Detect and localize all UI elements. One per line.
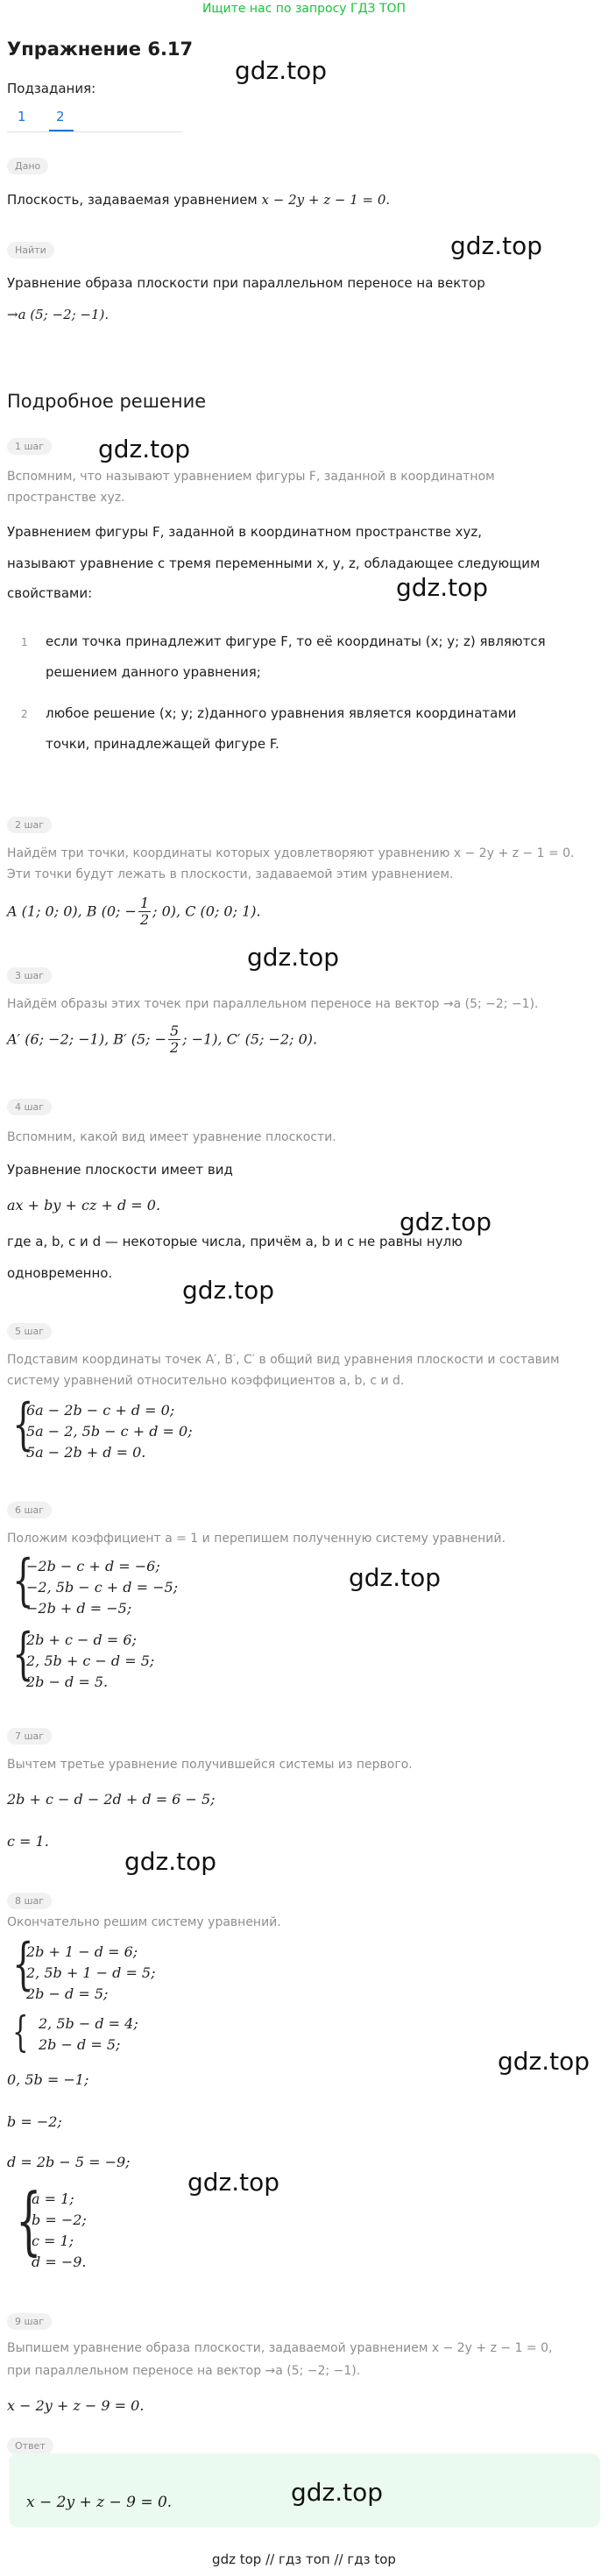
- system-line: −2b − c + d = −6;: [26, 1558, 160, 1575]
- step-5-hint-2: систему уравнений относительно коэффициентов a, b, c и d.: [7, 1374, 405, 1388]
- system-line: 2, 5b + c − d = 5;: [26, 1652, 155, 1669]
- step-9-hint-1: Выпишем уравнение образа плоскости, задаваемой уравнением x − 2y + z − 1 = 0,: [7, 2341, 553, 2355]
- answer-tag: Ответ: [7, 2438, 53, 2454]
- step-8-tag: 8 шаг: [7, 1893, 52, 1909]
- step-2-tag: 2 шаг: [7, 817, 52, 833]
- list-item: если точка принадлежит фигуре F, то её координаты (x; y; z) являются: [46, 633, 546, 649]
- list-item: любое решение (x; y; z)данного уравнения является координатами: [46, 705, 517, 721]
- system-line: 6a − 2b − c + d = 0;: [26, 1402, 175, 1419]
- watermark: gdz.top: [399, 1207, 492, 1236]
- system-line: a = 1;: [32, 2190, 74, 2207]
- step-3-formula: A′ (6; −2; −1), B′ (5; − $\frac{5}{2}$ ; −1), C′ (5; −2; 0).: [7, 1023, 318, 1056]
- footer-links: [0, 2551, 608, 2567]
- step-7-formula-2: c = 1.: [7, 1833, 49, 1850]
- watermark: gdz.top: [396, 573, 489, 602]
- step-1-hint-2: пространстве xyz.: [7, 491, 125, 505]
- system-brace: {: [16, 2177, 42, 2263]
- find-text: Уравнение образа плоскости при параллельном переносе на вектор: [7, 275, 485, 291]
- search-promo-link[interactable]: Ищите нас по запросу ГДЗ ТОП: [201, 2, 407, 16]
- step-7-hint-1: Вычтем третье уравнение получившейся системы из первого.: [7, 1758, 413, 1772]
- watermark: gdz.top: [98, 435, 191, 464]
- step-1-tag: 1 шаг: [7, 438, 52, 455]
- step-8-formula-1: 0, 5b = −1;: [7, 2071, 89, 2088]
- system-brace: {: [12, 1392, 34, 1457]
- given-text-label: Плоскость, задаваемая уравнением: [7, 192, 258, 208]
- step-3-hint-1: Найдём образы этих точек при параллельном переносе на вектор →a (5; −2; −1).: [7, 997, 539, 1011]
- watermark: gdz.top: [450, 231, 543, 260]
- page-title: Упражнение 6.17: [7, 39, 194, 60]
- step-4-line-3: одновременно.: [7, 1265, 113, 1281]
- find-tag: Найти: [7, 242, 54, 258]
- system-line: 2b − d = 5;: [26, 1985, 109, 2002]
- given-tag: Дано: [7, 158, 48, 174]
- given-equation: x − 2y + z − 1 = 0.: [261, 192, 391, 208]
- system-brace: {: [12, 1548, 34, 1613]
- system-line: −2b + d = −5;: [26, 1600, 132, 1617]
- system-brace: {: [12, 1932, 34, 1997]
- given-text: [7, 192, 390, 208]
- system-line: 5a − 2b + d = 0.: [26, 1444, 146, 1461]
- footer-link[interactable]: гдз топ: [278, 2551, 330, 2567]
- system-line: d = −9.: [32, 2254, 87, 2270]
- step-2-hint-1: Найдём три точки, координаты которых удовлетворяют уравнению x − 2y + z − 1 = 0.: [7, 846, 575, 860]
- list-item-number: 1: [21, 636, 28, 648]
- step-9-formula: x − 2y + z − 9 = 0.: [7, 2397, 145, 2414]
- solution-title: Подробное решение: [7, 391, 207, 412]
- step-2-formula: A (1; 0; 0), B (0; − $\frac{1}{2}$ ; 0), C (0; 0; 1).: [7, 895, 261, 928]
- system-line: 2b + 1 − d = 6;: [26, 1943, 138, 1960]
- find-vector: →a (5; −2; −1).: [7, 307, 110, 322]
- step-7-tag: 7 шаг: [7, 1728, 52, 1744]
- watermark: gdz.top: [291, 2478, 384, 2507]
- answer-formula: x − 2y + z − 9 = 0.: [26, 2494, 173, 2511]
- step-8-formula-2: b = −2;: [7, 2113, 62, 2130]
- step-4-formula: ax + by + cz + d = 0.: [7, 1197, 161, 1214]
- watermark: gdz.top: [247, 943, 340, 972]
- system-line: 2b + c − d = 6;: [26, 1631, 137, 1648]
- step-6-tag: 6 шаг: [7, 1502, 52, 1518]
- list-item-cont: точки, принадлежащей фигуре F.: [46, 736, 279, 752]
- step-8-hint-1: Окончательно решим систему уравнений.: [7, 1915, 281, 1929]
- step-2-hint-2: Эти точки будут лежать в плоскости, задаваемой этим уравнением.: [7, 867, 454, 881]
- system-line: 2, 5b − d = 4;: [39, 2015, 138, 2032]
- step-4-line-2: где a, b, c и d — некоторые числа, причём a, b и c не равны нулю: [7, 1234, 463, 1249]
- step-5-tag: 5 шаг: [7, 1323, 52, 1340]
- footer-separator: //: [334, 2551, 343, 2567]
- step-1-line-2: называют уравнение с тремя переменными x, y, z, обладающее следующим: [7, 556, 541, 571]
- step-7-formula-1: 2b + c − d − 2d + d = 6 − 5;: [7, 1791, 216, 1808]
- watermark: gdz.top: [498, 2047, 590, 2076]
- step-5-hint-1: Подставим координаты точек A′, B′, C′ в общий вид уравнения плоскости и составим: [7, 1353, 560, 1367]
- system-line: −2, 5b − c + d = −5;: [26, 1579, 179, 1596]
- list-item-cont: решением данного уравнения;: [46, 664, 261, 680]
- tab-subtask-1[interactable]: 1: [18, 109, 26, 124]
- step-1-line-1: Уравнением фигуры F, заданной в координатном пространстве xyz,: [7, 524, 482, 540]
- system-line: 2, 5b + 1 − d = 5;: [26, 1964, 156, 1981]
- footer-link[interactable]: gdz top: [212, 2551, 262, 2567]
- system-line: c = 1;: [32, 2233, 74, 2249]
- subtasks-label: Подзадания:: [7, 81, 96, 96]
- step-1-hint-1: Вспомним, что называют уравнением фигуры F, заданной в координатном: [7, 470, 495, 484]
- step-8-formula-3: d = 2b − 5 = −9;: [7, 2154, 131, 2170]
- watermark: gdz.top: [187, 2168, 280, 2197]
- watermark: gdz.top: [124, 1847, 217, 1876]
- tab-subtask-2[interactable]: 2: [56, 109, 65, 124]
- step-3-tag: 3 шаг: [7, 967, 52, 984]
- watermark: gdz.top: [349, 1563, 442, 1592]
- list-item-number: 2: [21, 708, 28, 720]
- system-brace: {: [12, 1622, 34, 1687]
- step-4-hint-1: Вспомним, какой вид имеет уравнение плоскости.: [7, 1130, 336, 1144]
- step-4-line-1: Уравнение плоскости имеет вид: [7, 1162, 233, 1178]
- watermark: gdz.top: [235, 56, 328, 85]
- step-9-tag: 9 шаг: [7, 2313, 52, 2330]
- step-6-hint-1: Положим коэффициент a = 1 и перепишем полученную систему уравнений.: [7, 1532, 505, 1546]
- system-line: 2b − d = 5;: [39, 2036, 121, 2053]
- system-line: b = −2;: [32, 2212, 87, 2228]
- system-line: 2b − d = 5.: [26, 1674, 109, 1690]
- footer-link[interactable]: гдз top: [347, 2551, 396, 2567]
- step-9-hint-2: при параллельном переносе на вектор →a (5; −2; −1).: [7, 2364, 361, 2378]
- footer-separator: //: [265, 2551, 275, 2567]
- watermark: gdz.top: [182, 1276, 275, 1305]
- step-4-tag: 4 шаг: [7, 1099, 52, 1115]
- system-line: 5a − 2, 5b − c + d = 0;: [26, 1423, 193, 1440]
- tabs-divider: [7, 131, 182, 132]
- system-brace: {: [12, 2007, 29, 2056]
- step-1-line-3: свойствами:: [7, 585, 93, 601]
